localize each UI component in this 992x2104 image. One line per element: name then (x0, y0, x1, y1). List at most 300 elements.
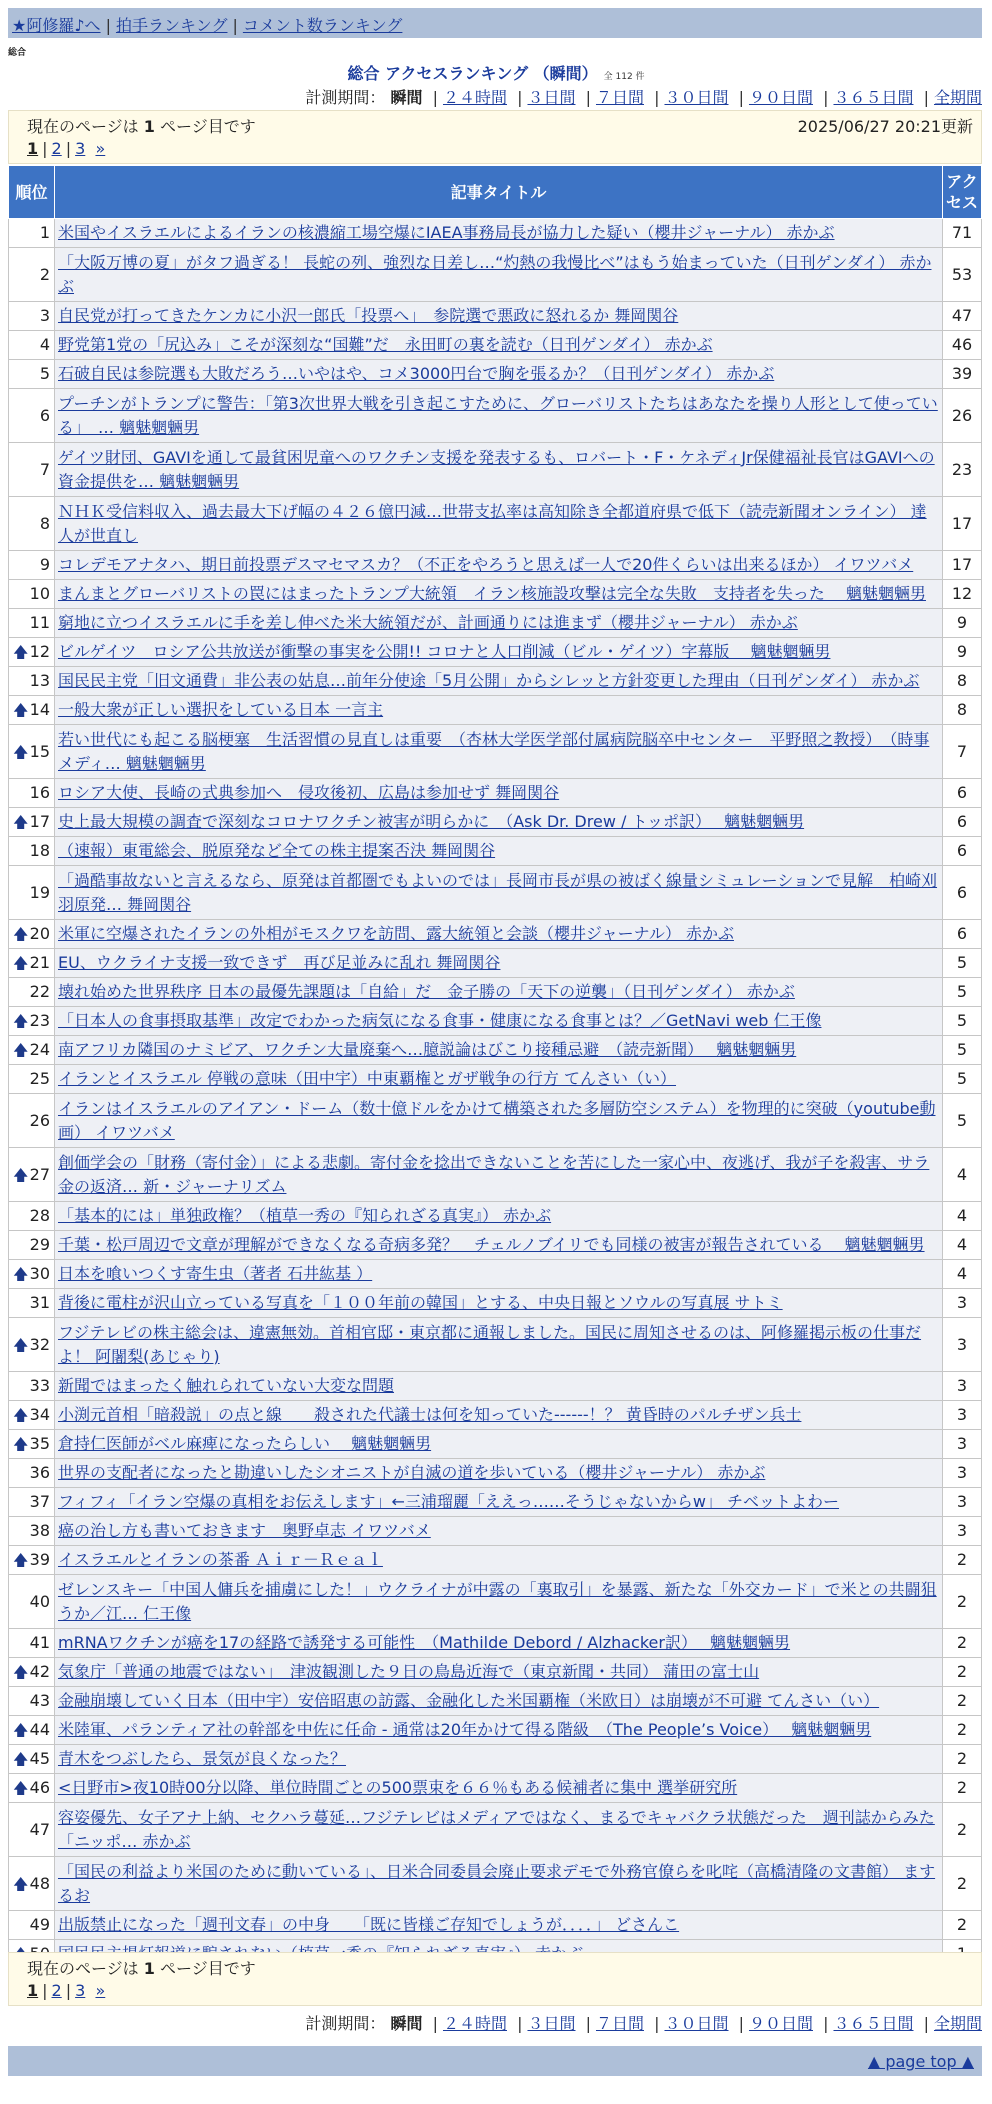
title-cell (55, 1774, 943, 1803)
access-count: 6 (943, 866, 982, 920)
access-count: 2 (943, 1629, 982, 1658)
title-cell (55, 1430, 943, 1459)
access-count: 71 (943, 219, 982, 248)
pager-link-3[interactable]: 3 (75, 139, 86, 158)
rank-number: 24 (29, 1040, 50, 1059)
rank-number: 36 (29, 1463, 50, 1482)
rank-number: 1 (39, 223, 50, 242)
pager-next[interactable]: » (95, 1981, 106, 2000)
title-cell (55, 389, 943, 443)
period-selector-bottom: 計測期間： 瞬間 | ２４時間 | ３日間 | ７日間 | ３０日間 | ９０日間 | ３６５日間 | 全期間 (305, 2014, 982, 2033)
ranking-title: 総合 アクセスランキング （瞬間） (347, 64, 598, 83)
rank-cell (9, 248, 55, 302)
rank-number: 13 (29, 671, 50, 690)
rank-number: 37 (29, 1492, 50, 1511)
access-count: 2 (943, 1658, 982, 1687)
access-count: 39 (943, 360, 982, 389)
rank-cell (9, 1318, 55, 1372)
access-header: アクセス (943, 166, 982, 219)
page-top-link[interactable]: ▲ page top ▲ (867, 2052, 974, 2071)
table-row (9, 920, 982, 949)
rank-number: 11 (29, 613, 50, 632)
table-row (9, 1260, 982, 1289)
table-row (9, 1231, 982, 1260)
article-link[interactable]: 壊れ始めた世界秩序 日本の最優先課題は「自給」だ 金子勝の「天下の逆襲」（日刊ゲンダイ） 赤かぶ (58, 982, 795, 1001)
rank-up-arrow-icon: 🡅 (13, 1779, 29, 1797)
access-count: 12 (943, 580, 982, 609)
page-info-bottom: 現在のページは 1 ページ目です 1 | 2 | 3 » (8, 1952, 982, 2006)
title-cell (55, 1575, 943, 1629)
rank-cell (9, 949, 55, 978)
rank-cell (9, 1260, 55, 1289)
rank-cell (9, 1065, 55, 1094)
rank-cell (9, 779, 55, 808)
rank-number: 2 (39, 264, 50, 284)
rank-cell (9, 837, 55, 866)
rank-number: 31 (29, 1293, 50, 1312)
period-link-3d[interactable]: ３日間 (527, 2014, 576, 2033)
rank-number: 4 (39, 335, 50, 354)
article-link[interactable]: 米軍に空爆されたイランの外相がモスクワを訪問、露大統領と会談（櫻井ジャーナル） 赤かぶ (58, 924, 734, 943)
pager-link-3[interactable]: 3 (75, 1981, 86, 2000)
rank-number: 26 (29, 1110, 50, 1130)
title-cell (55, 609, 943, 638)
article-link[interactable]: 野党第1党の「尻込み」こそが深刻な“国難”だ 永田町の裏を読む（日刊ゲンダイ） 赤かぶ (58, 335, 713, 354)
table-row (9, 1430, 982, 1459)
title-cell (55, 1372, 943, 1401)
rank-number: 22 (29, 982, 50, 1001)
article-link[interactable]: 千葉・松戸周辺で文章が理解ができなくなる奇病多発？ チェルノブイリでも同様の被害が報告されている 魑魅魍魎男 (58, 1235, 925, 1254)
page-info-top (8, 110, 982, 164)
table-row (9, 580, 982, 609)
rank-up-arrow-icon: 🡅 (13, 1265, 29, 1283)
article-link[interactable]: 小渕元首相「暗殺説」の点と線 殺された代議士は何を知っていた------！？ 黄昏時のパルチザン兵士 (58, 1405, 802, 1424)
updated-time: 2025/06/27 20:21更新 (797, 117, 973, 136)
rank-number: 47 (29, 1819, 50, 1839)
rank-cell (9, 1148, 55, 1202)
rank-cell (9, 331, 55, 360)
title-cell (55, 1231, 943, 1260)
rank-number: 29 (29, 1235, 50, 1254)
article-link[interactable]: 青木をつぶしたら、景気が良くなった？ (58, 1749, 347, 1768)
table-row (9, 1459, 982, 1488)
period-link-7d[interactable]: ７日間 (595, 2014, 644, 2033)
nav-link-comment-ranking[interactable]: コメント数ランキング (242, 16, 403, 35)
table-row (9, 638, 982, 667)
period-link-365d[interactable]: ３６５日間 (833, 88, 914, 107)
article-link[interactable]: 一般大衆が正しい選択をしている日本 一言主 (58, 700, 384, 719)
access-count: 5 (943, 1007, 982, 1036)
title-cell (55, 667, 943, 696)
table-row (9, 1687, 982, 1716)
rank-number: 41 (29, 1633, 50, 1652)
article-link[interactable]: 石破自民は参院選も大敗だろう…いやはや、コメ3000円台で胸を張るか？（日刊ゲンダイ） 赤かぶ (58, 364, 775, 383)
article-link[interactable]: 背後に電柱が沢山立っている写真を「１００年前の韓国」とする、中央日報とソウルの写真展 サトミ (58, 1293, 783, 1312)
rank-up-arrow-icon: 🡅 (13, 813, 29, 831)
rank-cell (9, 1372, 55, 1401)
rank-number: 8 (39, 513, 50, 533)
table-row (9, 389, 982, 443)
article-link[interactable]: 日本を喰いつくす寄生虫（著者 石井紘基 ） (58, 1264, 373, 1283)
rank-up-arrow-icon: 🡅 (13, 954, 29, 972)
title-cell (55, 360, 943, 389)
rank-number: 12 (29, 642, 50, 661)
rank-number: 38 (29, 1521, 50, 1540)
title-cell (55, 1289, 943, 1318)
table-row (9, 497, 982, 551)
title-cell (55, 302, 943, 331)
title-cell (55, 1260, 943, 1289)
article-link[interactable]: ＮＨＫ受信料収入、過去最大下げ幅の４２６億円減…世帯支払率は高知除き全都道府県で低下（読売新聞オンライン） 達人が世直し (58, 501, 927, 545)
rank-up-arrow-icon: 🡅 (13, 1750, 29, 1768)
access-count: 46 (943, 331, 982, 360)
rank-number: 28 (29, 1206, 50, 1225)
title-header: 記事タイトル (55, 166, 943, 219)
article-link[interactable]: 窮地に立つイスラエルに手を差し伸べた米大統領だが、計画通りには進まず（櫻井ジャーナル） 赤かぶ (58, 613, 798, 632)
rank-number: 7 (39, 459, 50, 479)
pager-next[interactable]: » (95, 139, 106, 158)
period-link-24h[interactable]: ２４時間 (442, 88, 507, 107)
table-row (9, 1575, 982, 1629)
table-row (9, 1546, 982, 1575)
rank-number: 46 (29, 1778, 50, 1797)
title-cell (55, 920, 943, 949)
rank-up-arrow-icon: 🡅 (13, 1721, 29, 1739)
access-count: 2 (943, 1745, 982, 1774)
access-count: 3 (943, 1318, 982, 1372)
period-link-all[interactable]: 全期間 (933, 2014, 982, 2033)
title-cell (55, 1857, 943, 1911)
rank-cell (9, 1289, 55, 1318)
top-nav-links: ★阿修羅♪へ | 拍手ランキング | コメント数ランキング (12, 16, 403, 35)
rank-cell (9, 443, 55, 497)
table-row (9, 1318, 982, 1372)
rank-cell (9, 580, 55, 609)
rank-cell (9, 1517, 55, 1546)
rank-number: 3 (39, 306, 50, 325)
table-row (9, 219, 982, 248)
rank-number: 30 (29, 1264, 50, 1283)
rank-cell (9, 1575, 55, 1629)
rank-cell (9, 1488, 55, 1517)
rank-number: 21 (29, 953, 50, 972)
rank-number: 45 (29, 1749, 50, 1768)
title-cell (55, 837, 943, 866)
title-cell (55, 1007, 943, 1036)
table-row (9, 978, 982, 1007)
rank-number: 19 (29, 882, 50, 902)
article-link[interactable]: プーチンがトランプに警告：「第3次世界大戦を引き起こすために、グローバリストたちはあなたを操り人形として使っている」 … 魑魅魍魎男 (58, 393, 938, 437)
rank-up-arrow-icon: 🡅 (13, 1435, 29, 1453)
access-count: 9 (943, 609, 982, 638)
rank-up-arrow-icon: 🡅 (13, 1041, 29, 1059)
rank-number: 40 (29, 1591, 50, 1611)
table-row (9, 609, 982, 638)
access-count: 5 (943, 1036, 982, 1065)
access-count: 47 (943, 302, 982, 331)
article-link[interactable]: 「日本人の食事摂取基準」改定でわかった病気になる食事・健康になる食事とは？／GetNavi web 仁王像 (58, 1011, 822, 1030)
access-count: 3 (943, 1459, 982, 1488)
article-link[interactable]: 気象庁「普通の地震ではない」 津波観測した９日の鳥島近海で（東京新聞・共同） 蒲田の富士山 (58, 1662, 760, 1681)
title-cell (55, 1546, 943, 1575)
title-cell (55, 219, 943, 248)
rank-number: 16 (29, 783, 50, 802)
rank-cell (9, 696, 55, 725)
article-link[interactable]: 「基本的には」単独政権？（植草一秀の『知られざる真実』） 赤かぶ (58, 1206, 552, 1225)
article-link[interactable]: 創価学会の「財務（寄付金）」による悲劇。寄付金を捻出できないことを苦にした一家心中、夜逃げ、我が子を殺害、サラ金の返済… 新・ジャーナリズム (58, 1152, 930, 1196)
access-count: 9 (943, 638, 982, 667)
access-count: 4 (943, 1260, 982, 1289)
period-link-24h[interactable]: ２４時間 (442, 2014, 507, 2033)
table-row (9, 360, 982, 389)
access-count: 2 (943, 1857, 982, 1911)
article-link[interactable]: 「国民の利益より米国のために動いている」、日米合同委員会廃止要求デモで外務官僚らを叱咤（高橋清隆の文書館） まするお (58, 1861, 936, 1905)
title-cell (55, 1318, 943, 1372)
access-count: 3 (943, 1372, 982, 1401)
current-page-text: 現在のページは 1 ページ目です (27, 117, 256, 136)
period-link-7d[interactable]: ７日間 (595, 88, 644, 107)
rank-cell (9, 866, 55, 920)
rank-cell (9, 1745, 55, 1774)
rank-number: 23 (29, 1011, 50, 1030)
access-count: 23 (943, 443, 982, 497)
access-count: 3 (943, 1430, 982, 1459)
rank-cell (9, 551, 55, 580)
rank-up-arrow-icon: 🡅 (13, 1165, 29, 1184)
article-link[interactable]: イランはイスラエルのアイアン・ドーム（数十億ドルをかけて構築された多層防空システム）を物理的に突破（youtube動画） イワツバメ (58, 1098, 936, 1142)
title-cell (55, 1036, 943, 1065)
title-cell (55, 1202, 943, 1231)
article-link[interactable]: 南アフリカ隣国のナミビア、ワクチン大量廃棄へ…臆説論はびこり接種忌避 （読売新聞） 魑魅魍魎男 (58, 1040, 797, 1059)
table-row (9, 1036, 982, 1065)
article-link[interactable]: イスラエルとイランの茶番 Ａｉｒ－Ｒｅａｌ (58, 1550, 383, 1569)
table-row (9, 1148, 982, 1202)
rank-cell (9, 219, 55, 248)
article-link[interactable]: ゲイツ財団、GAVIを通して最貧困児童へのワクチン支援を発表するも、ロバート・F・ケネディJr保健福祉長官はGAVIへの資金提供を… 魑魅魍魎男 (58, 447, 935, 491)
article-link[interactable]: コレデモアナタハ、期日前投票デスマセマスカ？（不正をやろうと思えば一人で20件くらいは出来るほか） イワツバメ (58, 555, 914, 574)
table-row (9, 808, 982, 837)
table-row (9, 1803, 982, 1857)
access-count: 2 (943, 1911, 982, 1940)
title-cell (55, 696, 943, 725)
rank-cell (9, 638, 55, 667)
rank-number: 14 (29, 700, 50, 719)
table-row (9, 551, 982, 580)
table-row (9, 1401, 982, 1430)
article-link[interactable]: 癌の治し方も書いておきます 奥野卓志 イワツバメ (58, 1521, 431, 1540)
rank-cell (9, 667, 55, 696)
rank-cell (9, 1857, 55, 1911)
article-link[interactable]: <日野市>夜10時00分以降、単位時間ごとの500票束を６６％もある候補者に集中 選挙研究所 (58, 1778, 738, 1797)
table-row (9, 1629, 982, 1658)
article-link[interactable]: フィフィ「イラン空爆の真相をお伝えします」←三浦瑠麗「ええっ……そうじゃないからw」 チベットよわー (58, 1492, 840, 1511)
period-link-90d[interactable]: ９０日間 (748, 88, 813, 107)
article-link[interactable]: EU、ウクライナ支援一致できず 再び足並みに乱れ 舞岡関谷 (58, 953, 501, 972)
table-row (9, 949, 982, 978)
article-link[interactable]: （速報）東電総会、脱原発など全ての株主提案否決 舞岡関谷 (58, 841, 496, 860)
title-cell (55, 331, 943, 360)
title-cell (55, 1745, 943, 1774)
rank-cell (9, 609, 55, 638)
article-link[interactable]: 自民党が打ってきたケンカに小沢一郎氏「投票へ」 参院選で悪政に怒れるか 舞岡関谷 (58, 306, 679, 325)
access-count: 17 (943, 497, 982, 551)
table-row (9, 1517, 982, 1546)
access-count: 26 (943, 389, 982, 443)
rank-cell (9, 1094, 55, 1148)
table-row (9, 248, 982, 302)
article-link[interactable]: 史上最大規模の調査で深刻なコロナワクチン被害が明らかに （Ask Dr. Drew / トッポ訳） 魑魅魍魎男 (58, 812, 805, 831)
rank-number: 34 (29, 1405, 50, 1424)
period-link-90d[interactable]: ９０日間 (748, 2014, 813, 2033)
article-link[interactable]: 出版禁止になった「週刊文春」の中身 「既に皆様ご存知でしょうが．．．．」 どさんこ (58, 1915, 680, 1934)
rank-number: 48 (29, 1873, 50, 1893)
period-link-all[interactable]: 全期間 (933, 88, 982, 107)
title-cell (55, 551, 943, 580)
pager-bottom: 1 | 2 | 3 » (27, 1981, 106, 2000)
table-row (9, 302, 982, 331)
rank-number: 18 (29, 841, 50, 860)
rank-cell (9, 1401, 55, 1430)
title-cell (55, 1488, 943, 1517)
title-cell (55, 443, 943, 497)
rank-cell (9, 1716, 55, 1745)
article-link[interactable]: mRNAワクチンが癌を17の経路で誘発する可能性 （Mathilde Debord / Alzhacker訳） 魑魅魍魎男 (58, 1633, 791, 1652)
title-cell (55, 1629, 943, 1658)
ranking-count: 全 112 件 (603, 72, 645, 82)
article-link[interactable]: 若い世代にも起こる脳梗塞 生活習慣の見直しは重要 （杏林大学医学部付属病院脳卒中センター 平野照之教授） （時事メディ… 魑魅魍魎男 (58, 729, 930, 773)
title-cell (55, 1911, 943, 1940)
table-row (9, 667, 982, 696)
access-count: 6 (943, 779, 982, 808)
rank-number: 5 (39, 364, 50, 383)
rank-cell (9, 1546, 55, 1575)
title-cell (55, 1094, 943, 1148)
rank-number: 15 (29, 741, 50, 761)
rank-number: 10 (29, 584, 50, 603)
rank-up-arrow-icon: 🡅 (13, 925, 29, 943)
article-link[interactable]: 金融崩壊していく日本（田中宇）安倍昭恵の訪露、金融化した米国覇権（米欧日）は崩壊が不可避 てんさい（い） (58, 1691, 880, 1710)
article-link[interactable]: 「大阪万博の夏」がタフ過ぎる！ 長蛇の列、強烈な日差し…“灼熱の我慢比べ”はもう始まっていた（日刊ゲンダイ） 赤かぶ (58, 252, 932, 296)
access-count: 17 (943, 551, 982, 580)
article-link[interactable]: 新聞ではまったく触れられていない大変な問題 (58, 1376, 395, 1395)
access-count: 5 (943, 1065, 982, 1094)
rank-number: 44 (29, 1720, 50, 1739)
rank-up-arrow-icon: 🡅 (13, 1663, 29, 1681)
rank-number: 49 (29, 1915, 50, 1934)
article-link[interactable]: ゼレンスキー「中国人傭兵を捕虜にした！」ウクライナが中露の「裏取引」を暴露、新たな「外交カード」で米との共闘狙うか／江… 仁王像 (58, 1579, 937, 1623)
access-count: 53 (943, 248, 982, 302)
pager-current: 1 (27, 139, 39, 158)
period-link-3d[interactable]: ３日間 (527, 88, 576, 107)
article-link[interactable]: まんまとグローバリストの罠にはまったトランプ大統領 イラン核施設攻撃は完全な失敗 支持者を失った 魑魅魍魎男 (58, 584, 926, 603)
rank-cell (9, 808, 55, 837)
rank-cell (9, 920, 55, 949)
rank-up-arrow-icon: 🡅 (13, 1406, 29, 1424)
article-link[interactable]: ロシア大使、長崎の式典参加へ 侵攻後初、広島は参加せず 舞岡関谷 (58, 783, 560, 802)
title-cell (55, 1687, 943, 1716)
rank-cell (9, 1202, 55, 1231)
rank-cell (9, 389, 55, 443)
access-count: 2 (943, 1575, 982, 1629)
rank-number: 17 (29, 812, 50, 831)
rank-header: 順位 (9, 166, 55, 219)
table-row (9, 1774, 982, 1803)
article-link[interactable]: 米国やイスラエルによるイランの核濃縮工場空爆にIAEA事務局長が協力した疑い（櫻井ジャーナル） 赤かぶ (58, 223, 835, 242)
title-cell (55, 1401, 943, 1430)
access-count: 5 (943, 1094, 982, 1148)
rank-cell (9, 1629, 55, 1658)
period-link-30d[interactable]: ３０日間 (664, 88, 729, 107)
ranking-table (8, 165, 982, 1969)
nav-link-asyura[interactable]: ★阿修羅♪へ (12, 16, 101, 35)
rank-cell (9, 1231, 55, 1260)
article-link[interactable]: 世界の支配者になったと勘違いしたシオニストが自滅の道を歩いている（櫻井ジャーナル） 赤かぶ (58, 1463, 766, 1482)
rank-cell (9, 1658, 55, 1687)
rank-number: 42 (29, 1662, 50, 1681)
rank-cell (9, 1036, 55, 1065)
period-selector-top: 計測期間： 瞬間 | ２４時間 | ３日間 | ７日間 | ３０日間 | ９０日間 | ３６５日間 | 全期間 (305, 88, 982, 107)
table-row (9, 331, 982, 360)
article-link[interactable]: 倉持仁医師がベル麻痺になったらしい 魑魅魍魎男 (58, 1434, 432, 1453)
rank-cell (9, 1774, 55, 1803)
rank-cell (9, 978, 55, 1007)
rank-number: 27 (29, 1164, 50, 1184)
article-link[interactable]: 「過酷事故ないと言えるなら、原発は首都圏でもよいのでは」長岡市長が県の被ばく線量シミュレーションで見解 柏崎刈羽原発… 舞岡関谷 (58, 870, 938, 914)
article-link[interactable]: フジテレビの株主総会は、違憲無効。首相官邸・東京都に通報しました。国民に周知させるのは、阿修羅掲示板の仕事だよ！ 阿闍梨(あじゃり) (58, 1322, 922, 1366)
title-cell (55, 248, 943, 302)
article-link[interactable]: ビルゲイツ ロシア公共放送が衝撃の事実を公開!! コロナと人口削減（ビル・ゲイツ）字幕版 魑魅魍魎男 (58, 642, 831, 661)
article-link[interactable]: 米陸軍、パランティア社の幹部を中佐に任命 - 通常は20年かけて得る階級 （The People’s Voice） 魑魅魍魎男 (58, 1720, 872, 1739)
rank-up-arrow-icon: 🡅 (13, 742, 29, 761)
title-cell (55, 779, 943, 808)
article-link[interactable]: イランとイスラエル 停戦の意味（田中宇）中東覇権とガザ戦争の行方 てんさい（い） (58, 1069, 677, 1088)
access-count: 4 (943, 1231, 982, 1260)
table-row (9, 1716, 982, 1745)
footer-bar (8, 2046, 982, 2076)
table-row (9, 1658, 982, 1687)
rank-number: 9 (39, 555, 50, 574)
access-count: 3 (943, 1401, 982, 1430)
rank-number: 6 (39, 405, 50, 425)
period-label: 計測期間： (305, 88, 386, 107)
title-cell (55, 1716, 943, 1745)
rank-up-arrow-icon: 🡅 (13, 1874, 29, 1893)
article-link[interactable]: 容姿優先、女子アナ上納、セクハラ蔓延…フジテレビはメディアではなく、まるでキャバクラ状態だった 週刊誌からみた「ニッポ… 赤かぶ (58, 1807, 935, 1851)
pager-link-2[interactable]: 2 (51, 1981, 62, 2000)
table-row (9, 1488, 982, 1517)
article-link[interactable]: 国民民主党「旧文通費」非公表の姑息…前年分使途「5月公開」からシレッと方針変更した理由（日刊ゲンダイ） 赤かぶ (58, 671, 920, 690)
rank-number: 35 (29, 1434, 50, 1453)
rank-up-arrow-icon: 🡅 (13, 701, 29, 719)
pager-link-2[interactable]: 2 (51, 139, 62, 158)
title-cell (55, 949, 943, 978)
pager-top: 1 | 2 | 3 » (27, 139, 106, 158)
title-cell (55, 725, 943, 779)
access-count: 7 (943, 725, 982, 779)
access-count: 3 (943, 1488, 982, 1517)
top-nav-bar (8, 8, 982, 38)
period-link-365d[interactable]: ３６５日間 (833, 2014, 914, 2033)
rank-number: 20 (29, 924, 50, 943)
rank-up-arrow-icon: 🡅 (13, 1551, 29, 1569)
access-count: 5 (943, 978, 982, 1007)
period-link-30d[interactable]: ３０日間 (664, 2014, 729, 2033)
table-row (9, 1857, 982, 1911)
rank-cell (9, 1687, 55, 1716)
table-row (9, 1911, 982, 1940)
nav-link-clap-ranking[interactable]: 拍手ランキング (115, 16, 228, 35)
title-cell (55, 580, 943, 609)
